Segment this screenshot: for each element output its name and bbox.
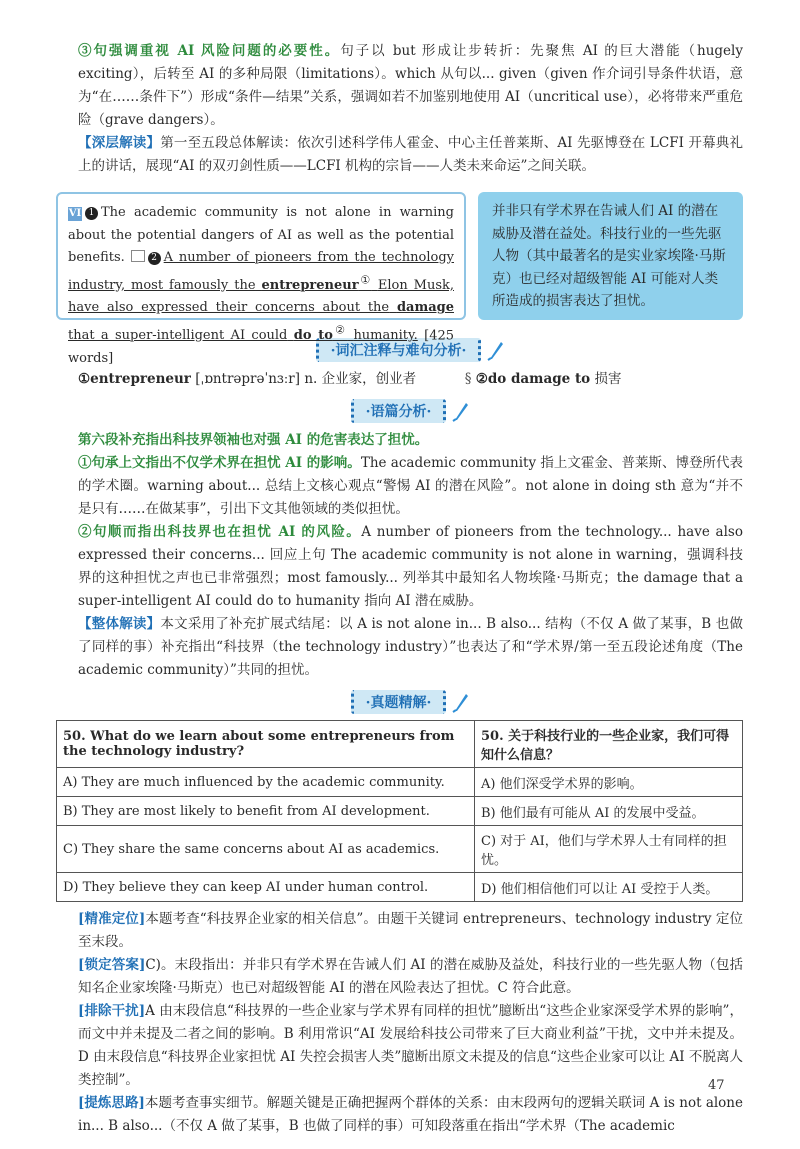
explain-locate: [精准定位]本题考查“科技界企业家的相关信息”。由题干关键词 entrepreneurs、technology industry 定位至末段。 bbox=[78, 911, 744, 950]
exam-banner: ·真题精解· bbox=[351, 690, 447, 714]
table-row bbox=[57, 768, 743, 797]
passage-sentence-1: The academic community is not alone in warning about the potential dangers of AI as well as the potential benefits. bbox=[68, 205, 454, 265]
vocab-entrepreneur: entrepreneur bbox=[261, 277, 359, 293]
vocab-do-to: do to bbox=[293, 328, 333, 344]
discourse-banner: ·语篇分析· bbox=[351, 399, 447, 423]
quill-pen-icon bbox=[452, 400, 470, 422]
quill-pen-icon bbox=[452, 691, 470, 713]
vocab-word-2: ②do damage to bbox=[475, 371, 591, 387]
option-d-en: D) They believe they can keep AI under human control. bbox=[57, 873, 475, 902]
option-d-cn: D) 他们相信他们可以让 AI 受控于人类。 bbox=[475, 873, 743, 902]
table-row bbox=[57, 721, 743, 768]
sentence-number-2: 2 bbox=[148, 252, 161, 265]
deep-reading-text: 第一至五段总体解读：依次引述科学伟人霍金、中心主任普莱斯、AI 先驱博登在 LCFI 开幕典礼上的讲话，展现“AI 的双刃剑性质——LCFI 机构的宗旨——人类未来命运”之间关联。 bbox=[78, 135, 744, 174]
separator-icon: § bbox=[464, 371, 472, 387]
sentence3-lead: ③句强调重视 AI 风险问题的必要性。 bbox=[78, 43, 341, 59]
book-icon bbox=[131, 250, 145, 262]
page-number: 47 bbox=[708, 1078, 725, 1093]
table-row bbox=[57, 873, 743, 902]
question-stem-en: 50. What do we learn about some entrepreneurs from the technology industry? bbox=[57, 721, 475, 768]
option-a-cn: A) 他们深受学术界的影响。 bbox=[475, 768, 743, 797]
explain-distractors: [排除干扰]A 由末段信息“科技界的一些企业家与学术界有同样的担忧”臆断出“这些企业家深受学术界的影响”，而文中并未提及二者之间的影响。B 利用常识“AI 发展给科技公司带来了巨大商业利益”干扰，文中并未提及。D 由末段信息“科技界企业家担忧 AI 失控会损害人类”臆断出原文未提及的信息“这些企业家可以让 AI 不脱离人类控制”。 bbox=[78, 1003, 743, 1088]
word-count: [425 words] bbox=[68, 328, 455, 366]
quill-pen-icon bbox=[487, 339, 505, 361]
option-b-en: B) They are most likely to benefit from AI development. bbox=[57, 797, 475, 826]
vocab-damage: damage bbox=[396, 300, 454, 316]
option-c-cn: C) 对于 AI，他们与学术界人士有同样的担忧。 bbox=[475, 826, 743, 873]
discourse-summary: 第六段补充指出科技界领袖也对强 AI 的危害表达了担忧。 bbox=[78, 432, 429, 448]
explain-approach: [提炼思路]本题考查事实细节。解题关键是正确把握两个群体的关系：由末段两句的逻辑关联词 A is not alone in... B also...（不仅 A 做了某事，B 也做了同样的事）可知段落重在指出“学术界（The academic bbox=[78, 1095, 743, 1134]
vocab-banner: ·词汇注释与难句分析· bbox=[316, 338, 482, 362]
vocab-ipa-1: [ˌɒntrəprəˈnɜːr] bbox=[195, 371, 301, 387]
option-a-en: A) They are much influenced by the academic community. bbox=[57, 768, 475, 797]
option-b-cn: B) 他们最有可能从 AI 的发展中受益。 bbox=[475, 797, 743, 826]
discourse-sentence-2: ②句顺而指出科技界也在担忧 AI 的风险。A number of pioneers from the technology... have also expressed their concerns... 回应上句 The academic community is not alone in warning，强调科技界的这种担忧之声也已非常强烈；most famously... 列举其中最知名人物埃隆·马斯克；the damage that a super-intelligent AI could do to humanity 指向 AI 潜在威胁。 bbox=[78, 524, 743, 609]
exam-heading bbox=[78, 690, 743, 714]
passage-sentence-2: A number of pioneers from the technology industry, most famously the entrepreneur① Elon Musk, have also expressed their concerns about the damage that a super-intelligent AI could do to② humanity. bbox=[68, 250, 454, 344]
vocab-word-1: ①entrepreneur bbox=[78, 371, 191, 387]
discourse-sentence-1: ①句承上文指出不仅学术界在担忧 AI 的影响。The academic community 指上文霍金、普莱斯、博登所代表的学术圈。warning about... 总结上文核心观点“警惕 AI 的潜在风险”。not alone in doing sth 意为“并不是只有……在做某事”，引出下文其他领域的类似担忧。 bbox=[78, 455, 743, 517]
sentence3-text: 句子以 but 形成让步转折：先聚焦 AI 的巨大潜能（hugely exciting），后转至 AI 的多种局限（limitations）。which 从句以... given（given 作介词引导条件状语，意为“在……条件下”）形成“条件—结果”关系，强调如若不加鉴别地使用 AI（uncritical use），必将带来严重危险（grave dangers）。 bbox=[78, 43, 743, 128]
overall-reading: 【整体解读】本文采用了补充扩展式结尾：以 A is not alone in... B also... 结构（不仅 A 做了某事，B 也做了同样的事）补充指出“科技界（the technology industry）”也表达了和“学术界/第一至五段论述角度（The academic community）”共同的担忧。 bbox=[78, 616, 743, 678]
table-row bbox=[57, 826, 743, 873]
chinese-translation-box: 并非只有学术界在告诫人们 AI 的潜在威胁及潜在益处。科技行业的一些先驱人物（其中最著名的是实业家埃隆·马斯克）也已经对超级智能 AI 可能对人类所造成的损害表达了担忧。 bbox=[478, 192, 743, 320]
vocab-def-1: n. 企业家，创业者 bbox=[304, 371, 417, 387]
question-stem-cn: 50. 关于科技行业的一些企业家，我们可得知什么信息？ bbox=[475, 721, 743, 768]
question-table bbox=[56, 720, 743, 902]
paragraph-mark: VI bbox=[68, 208, 82, 219]
vocab-notes bbox=[78, 368, 743, 391]
paragraph-deep-reading bbox=[78, 132, 743, 178]
sentence-number-1: 1 bbox=[85, 207, 98, 220]
paragraph-sentence3-analysis bbox=[78, 40, 743, 132]
deep-reading-label: 【深层解读】 bbox=[78, 135, 161, 151]
option-c-en: C) They share the same concerns about AI as academics. bbox=[57, 826, 475, 873]
table-row bbox=[57, 797, 743, 826]
explain-answer: [锁定答案]C)。末段指出：并非只有学术界在告诫人们 AI 的潜在威胁及益处，科技行业的一些先驱人物（包括知名企业家埃隆·马斯克）也已对超级智能 AI 的潜在风险表达了担忧。C 符合此意。 bbox=[78, 957, 743, 996]
vocab-def-2: 损害 bbox=[594, 371, 622, 387]
page-content bbox=[63, 40, 744, 1138]
discourse-heading bbox=[78, 399, 743, 423]
